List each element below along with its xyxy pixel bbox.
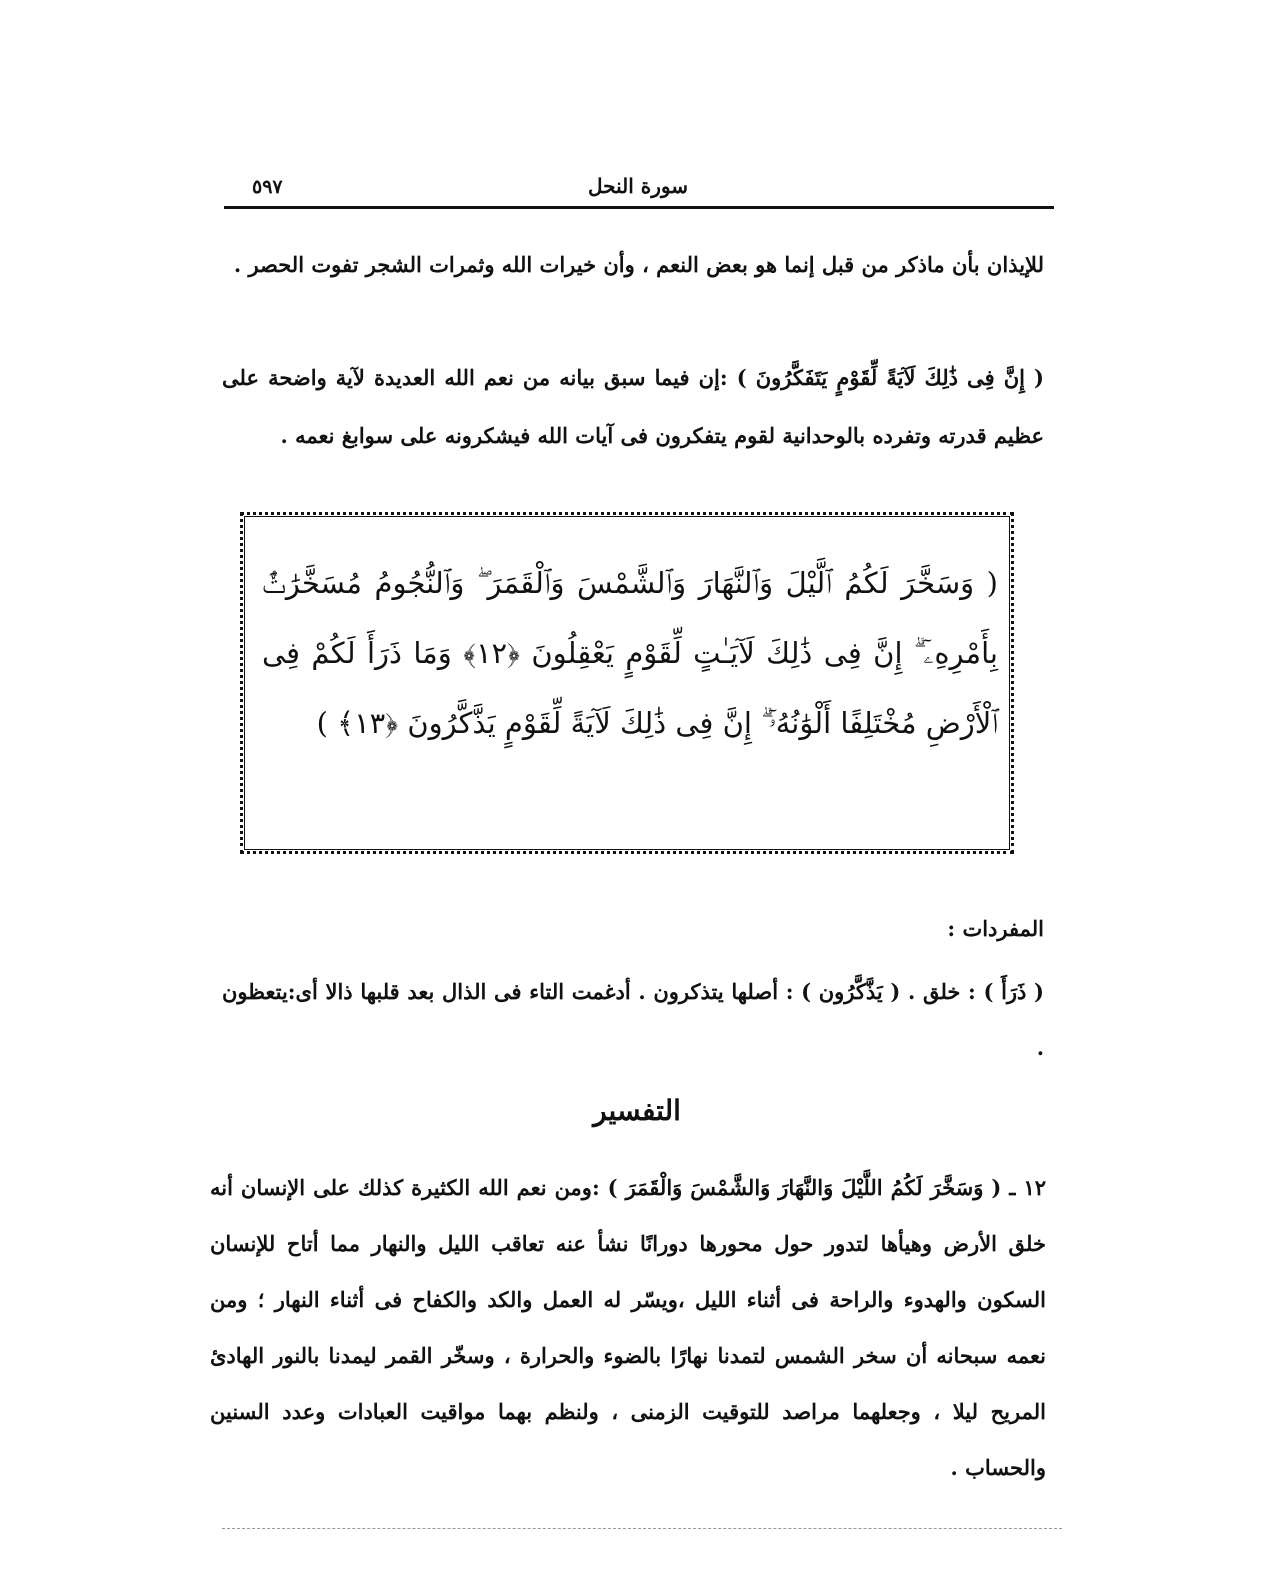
- intro-paragraph: للإيذان بأن ماذكر من قبل إنما هو بعض النعم ، وأن خيرات الله وثمرات الشجر تفوت الحصر .: [233, 252, 1044, 277]
- running-header: [222, 172, 1054, 208]
- bottom-scan-line: [222, 1528, 1062, 1529]
- page-number: ٥٩٧: [252, 176, 283, 198]
- verse-frame: [234, 506, 1020, 860]
- vocabulary-text: ( ذَرَأَ ) : خلق . ( يَذَّكَّرُون ) : أصلها يتذكرون . أدغمت التاء فى الذال بعد قلبها ذالا أى:يتعظون .: [222, 979, 1044, 1060]
- tafsir-heading: التفسير: [593, 1094, 681, 1127]
- quran-verse-text: ( وَسَخَّرَ لَكُمُ ٱلَّيْلَ وَٱلنَّهَارَ وَٱلشَّمْسَ وَٱلْقَمَرَ ۖ وَٱلنُّجُومُ مُسَخَّرَٰتٌۢ بِأَمْرِهِۦٓ ۗ إِنَّ فِى ذَٰلِكَ لَآيَـٰتٍ لِّقَوْمٍ يَعْقِلُونَ ﴿١٢﴾ وَمَا ذَرَأَ لَكُمْ فِى ٱلْأَرْضِ مُخْتَلِفًا أَلْوَٰنُهُۥٓ ۗ إِنَّ فِى ذَٰلِكَ لَآيَةً لِّقَوْمٍ يَذَّكَّرُونَ ﴿١٣﴾ ): [262, 566, 998, 740]
- header-rule: [224, 206, 1054, 209]
- vocabulary-heading: المفردات :: [947, 916, 1044, 941]
- reflection-paragraph: ( إِنَّ فِى ذَٰلِكَ لَآيَةً لِّقَوْمٍ يَتَفَكَّرُونَ ) :إن فيما سبق بيانه من نعم الله العديدة لآية واضحة على عظيم قدرته وتفرده بالوحدانية لقوم يتفكرون فى آيات الله فيشكرونه على سوابغ نعمه .: [222, 365, 1044, 448]
- tafsir-text: ١٢ ـ ( وَسَخَّرَ لَكُمُ اللَّيْلَ وَالنَّهَارَ وَالشَّمْسَ وَالْقَمَرَ ) :ومن نعم الله الكثيرة كذلك على الإنسان أنه خلق الأرض وهيأها لتدور حول محورها دورانًا نشأ عنه تعاقب الليل والنهار مما أتاح للإنسان السكون والهدوء والراحة فى أثناء الليل ،ويسّر له العمل والكد والكفاح فى أثناء النهار ؛ ومن نعمه سبحانه أن سخر الشمس لتمدنا نهارًا بالضوء والحرارة ، وسخّر القمر ليمدنا بالنور الهادئ المريح ليلا ، وجعلهما مراصد للتوقيت الزمنى ، ولنظم بهما مواقيت العبادات وعدد السنين والحساب .: [210, 1175, 1047, 1480]
- surah-title: سورة النحل: [588, 174, 688, 198]
